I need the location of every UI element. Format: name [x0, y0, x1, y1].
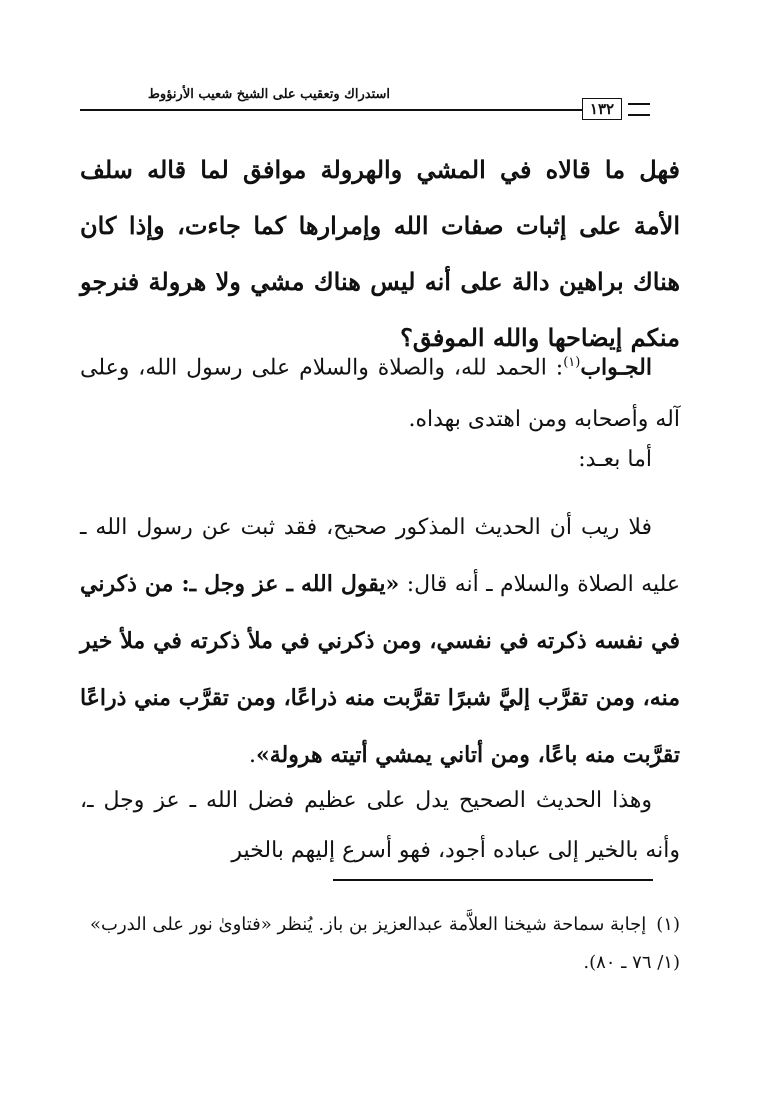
- footnote-separator: [333, 879, 653, 881]
- header-ornament: [628, 103, 650, 116]
- footnote-text: إجابة سماحة شيخنا العلاَّمة عبدالعزيز بن باز. يُنظر «فتاوىٰ نور على الدرب» (١/ ٧٦ ـ ٨٠).: [90, 914, 680, 973]
- hadith-end-text: .: [249, 743, 257, 768]
- hadith-intro-text: فلا ريب أن الحديث المذكور صحيح، فقد ثبت عن رسول الله ـ عليه الصلاة والسلام ـ أنه قال:: [80, 515, 681, 597]
- footnote-number: (١): [656, 914, 680, 935]
- answer-paragraph: [80, 337, 680, 446]
- answer-label: الجـواب: [580, 354, 652, 381]
- amma-baad-line: [80, 440, 680, 480]
- footnote-reference: (١): [563, 355, 581, 370]
- question-paragraph: فهل ما قالاه في المشي والهرولة موافق لما قاله سلف الأمة على إثبات صفات الله وإمرارها كما جاءت، وإذا كان هناك براهين دالة على أنه ليس هناك مشي ولا هرولة فنرجو منكم إيضاحها والله الموفق؟: [80, 155, 681, 352]
- closing-paragraph: [80, 776, 680, 876]
- amma-baad-text: أما بعـد:: [578, 447, 652, 472]
- answer-intro-text: : الحمد لله، والصلاة والسلام على رسول الله، وعلى آله وأصحابه ومن اهتدى بهداه.: [80, 355, 680, 433]
- page-number: ١٣٢: [582, 98, 622, 120]
- closing-text: وهذا الحديث الصحيح يدل على عظيم فضل الله ـ عز وجل ـ، وأنه بالخير إلى عباده أجود، فهو أسرع إليهم بالخير: [80, 788, 680, 863]
- header-rule: [80, 109, 582, 111]
- hadith-quote: «يقول الله ـ عز وجل ـ: من ذكرني في نفسه ذكرته في نفسي، ومن ذكرني في ملأ ذكرته في ملأ خير منه، ومن تقرَّب إليَّ شبرًا تقرَّبت منه ذراعًا، ومن تقرَّب مني ذراعًا تقرَّبت منه باعًا، ومن أتاني يمشي أتيته هرولة»: [80, 571, 680, 768]
- hadith-paragraph: [80, 500, 680, 784]
- running-title: استدراك وتعقيب على الشيخ شعيب الأرنؤوط: [147, 87, 390, 102]
- page-header: [80, 85, 680, 125]
- footnote: [80, 906, 680, 982]
